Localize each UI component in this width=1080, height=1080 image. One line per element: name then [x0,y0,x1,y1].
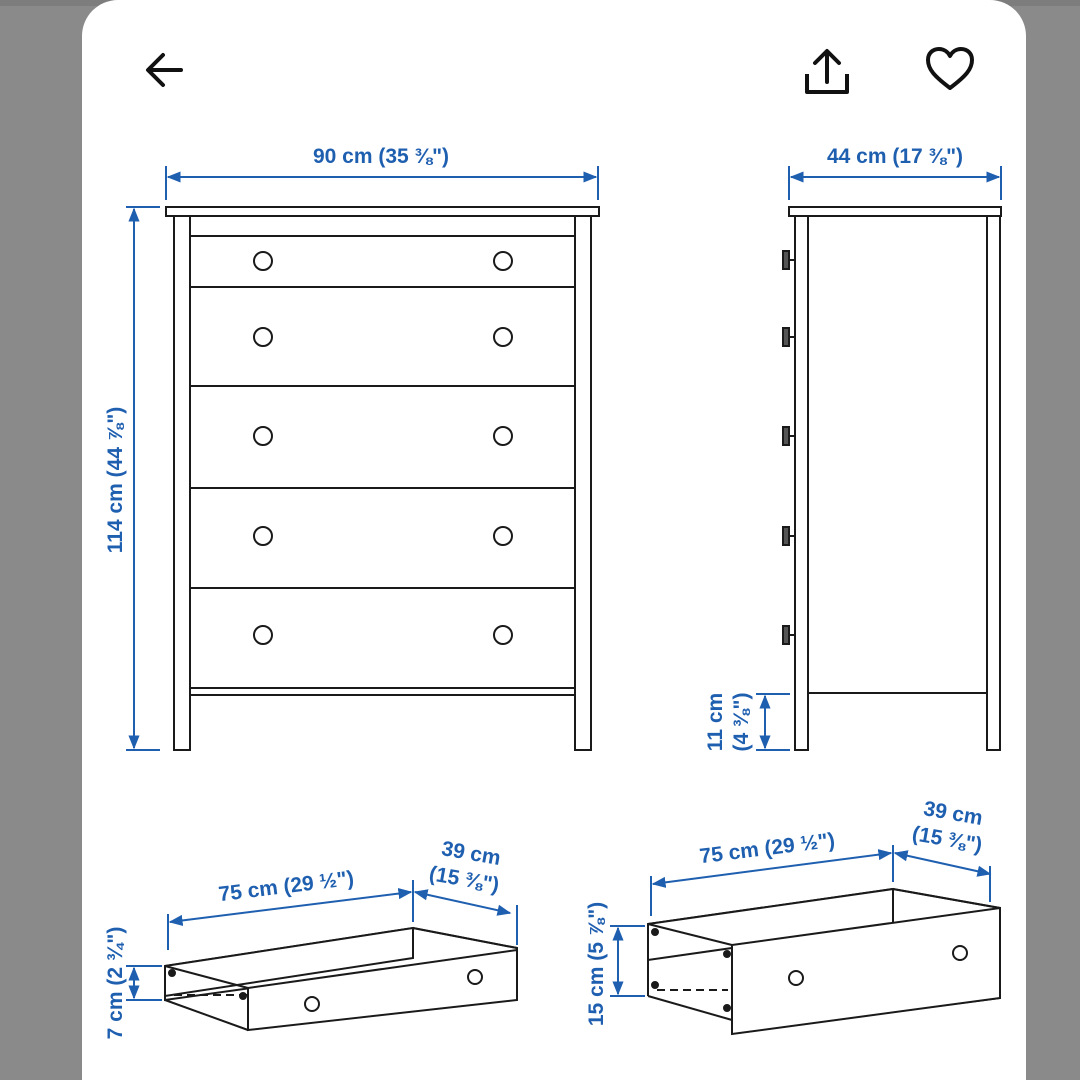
front-view-dresser [166,207,599,750]
large-drawer-drawing [648,889,1000,1034]
front-width-label: 90 cm (35 ⅜") [312,145,450,168]
small-drawer-drawing [165,928,517,1030]
front-width-dimension [166,166,598,200]
front-height-label: 114 cm (44 ⅞") [104,406,127,554]
large-drawer-height-dimension [610,926,645,996]
large-drawer-depth-cm-label: 39 cm [921,797,985,831]
large-drawer-width-label: 75 cm (29 ½") [698,828,837,869]
small-drawer-width-label: 75 cm (29 ½") [217,866,356,907]
small-drawer-depth-in-label: (15 ⅜") [427,862,501,898]
leg-height-cm-label: 11 cm [704,692,727,752]
small-drawer-height-label: 7 cm (2 ¾") [104,926,127,1040]
side-depth-label: 44 cm (17 ⅜") [826,145,964,168]
side-depth-dimension [789,166,1001,200]
small-drawer-depth-cm-label: 39 cm [439,837,503,871]
side-view-dresser [783,207,1001,750]
leg-height-in-label: (4 ⅜") [730,692,753,752]
small-drawer-height-dimension [126,966,162,1000]
large-drawer-height-label: 15 cm (5 ⅞") [585,901,608,1027]
leg-height-dimension [756,694,790,750]
large-drawer-depth-in-label: (15 ⅜") [910,822,984,858]
front-height-dimension [126,207,160,750]
